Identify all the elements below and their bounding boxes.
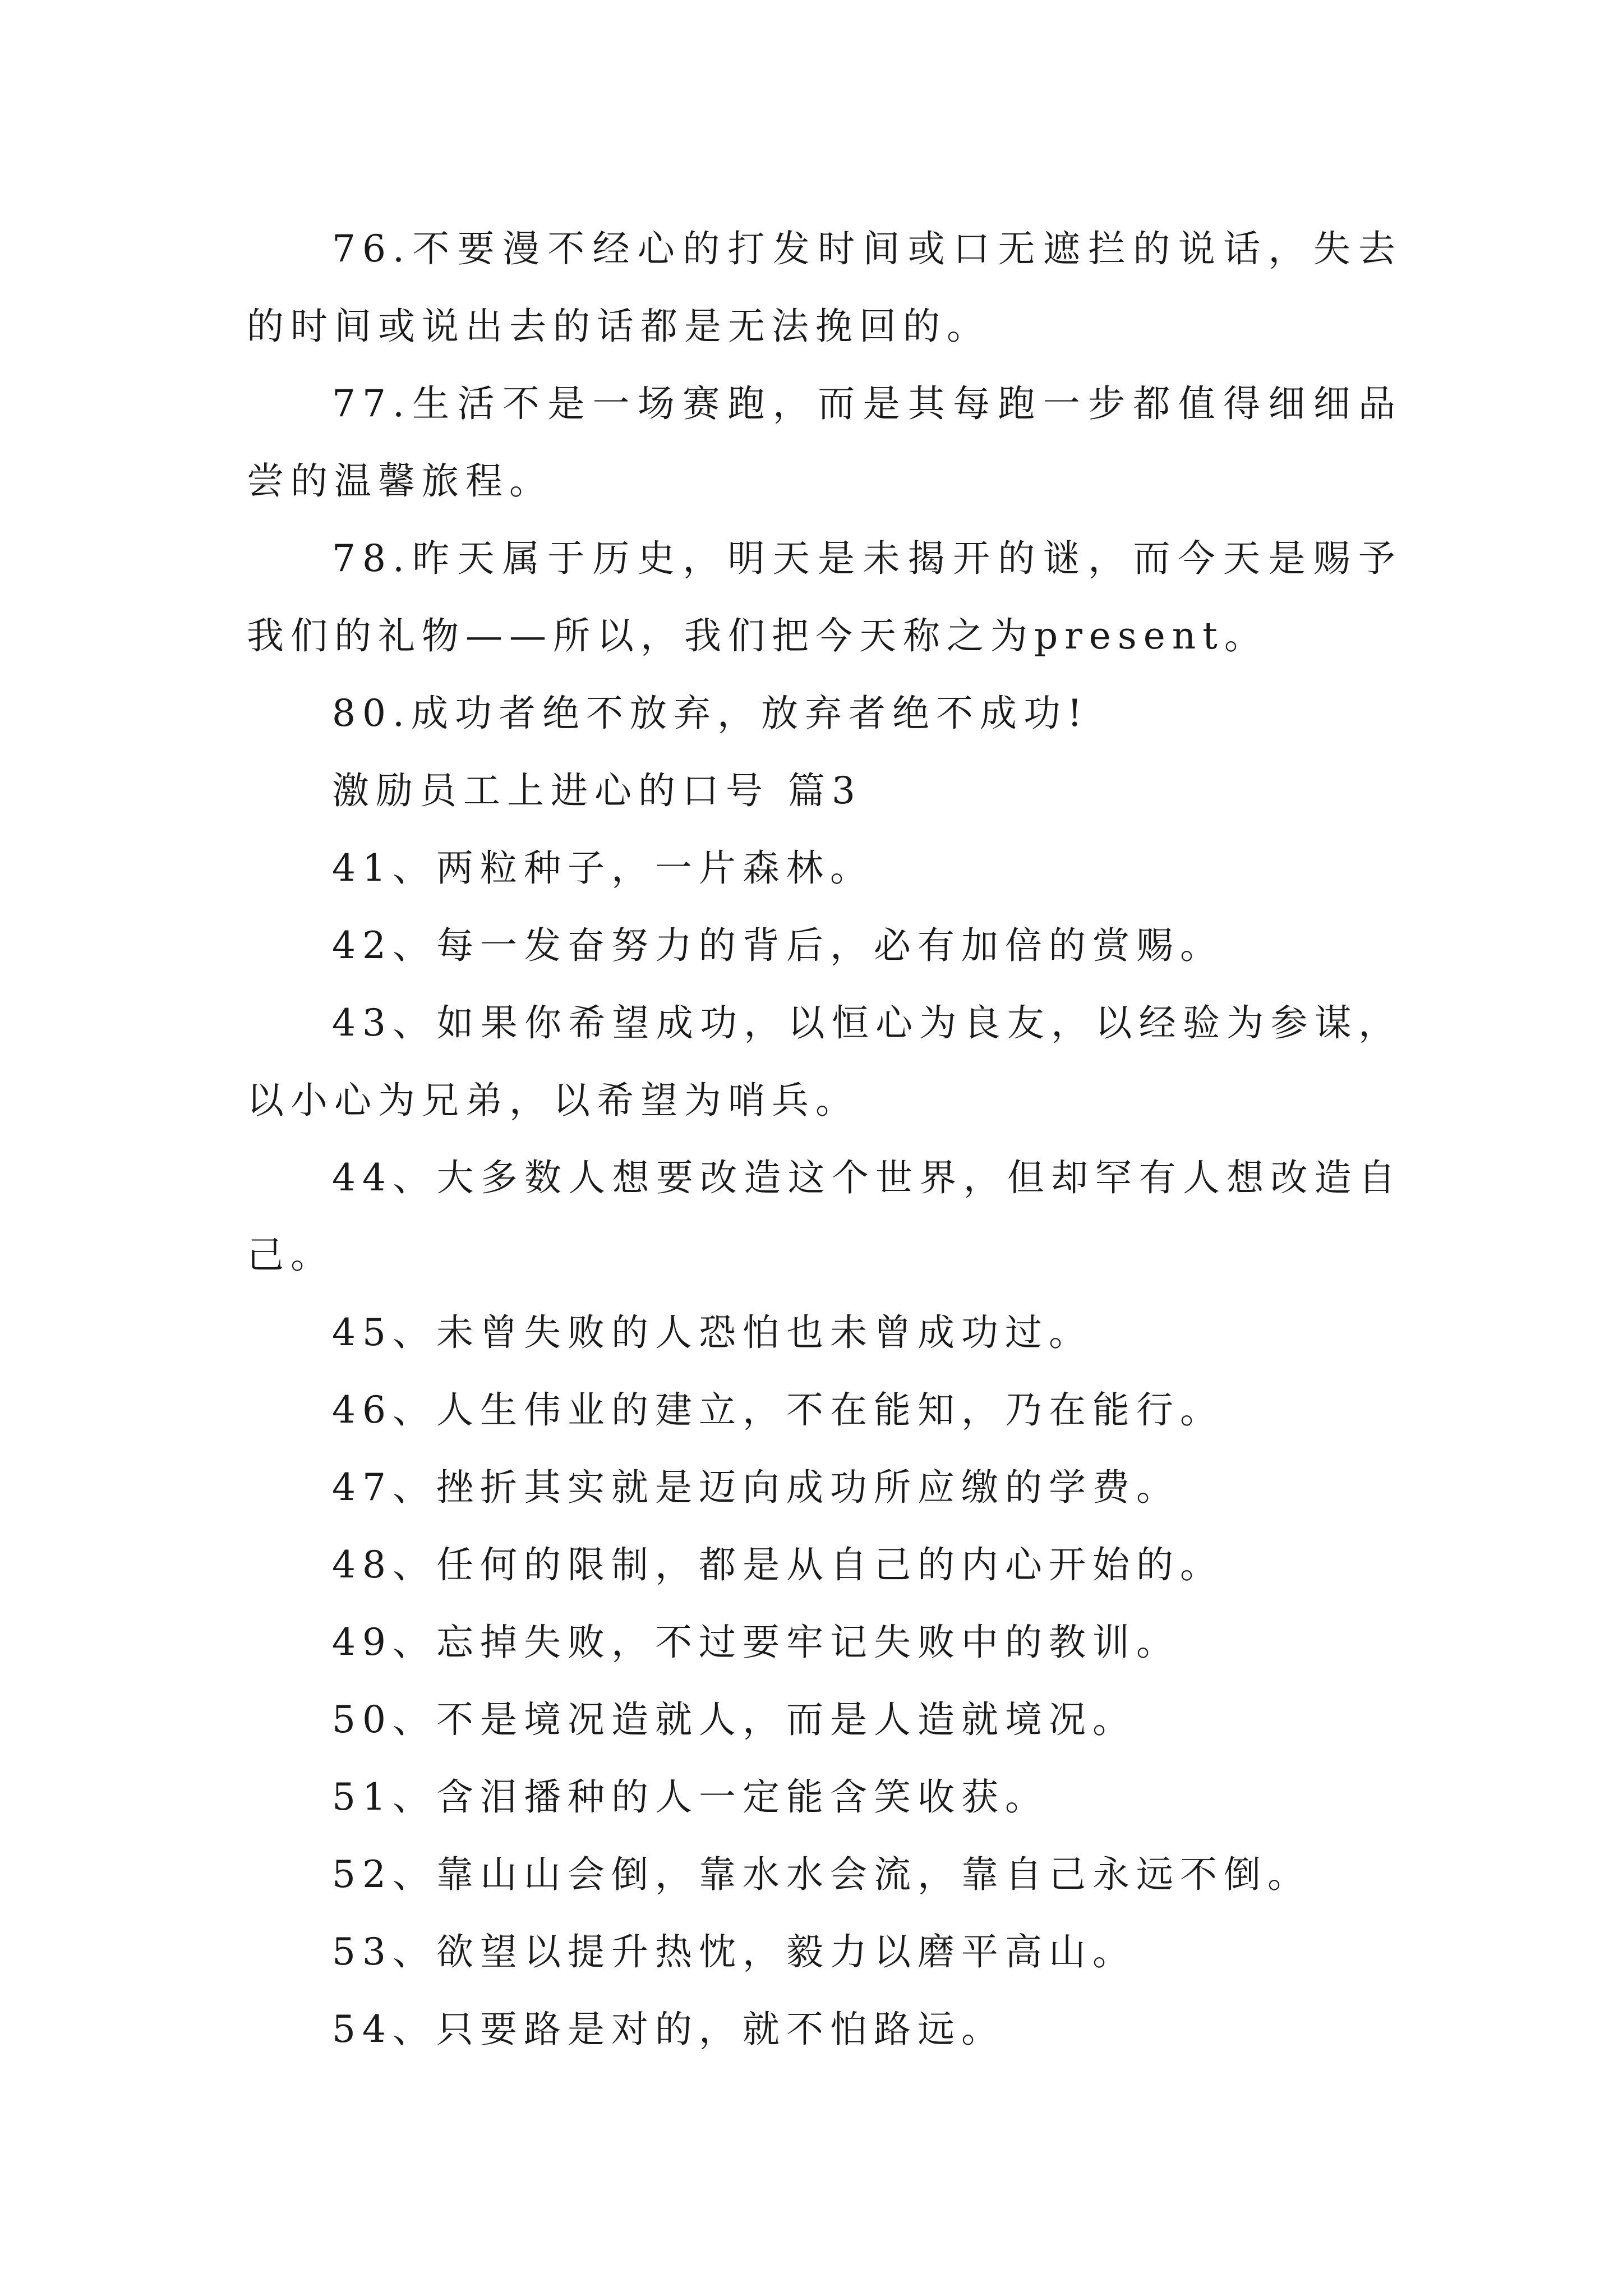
paragraph-42: 42、每一发奋努力的背后，必有加倍的赏赐。 (332, 924, 1224, 967)
paragraph-77: 77.生活不是一场赛跑，而是其每跑一步都值得细细品尝的温馨旅程。 (247, 382, 1402, 503)
paragraph-51: 51、含泪播种的人一定能含笑收获。 (332, 1775, 1049, 1819)
paragraph-52: 52、靠山山会倒，靠水水会流，靠自己永远不倒。 (332, 1853, 1311, 1896)
paragraph-41: 41、两粒种子，一片森林。 (332, 846, 874, 890)
paragraph-48: 48、任何的限制，都是从自己的内心开始的。 (332, 1543, 1224, 1586)
paragraph-78: 78.昨天属于历史，明天是未揭开的谜，而今天是赐予我们的礼物——所以，我们把今天称之为present。 (247, 537, 1402, 657)
paragraph-54: 54、只要路是对的，就不怕路远。 (332, 2008, 1005, 2051)
paragraph-53: 53、欲望以提升热忱，毅力以磨平高山。 (332, 1930, 1136, 1973)
paragraph-49: 49、忘掉失败，不过要牢记失败中的教训。 (332, 1621, 1180, 1664)
paragraph-44: 44、大多数人想要改造这个世界，但却罕有人想改造自己。 (247, 1156, 1402, 1277)
paragraph-46: 46、人生伟业的建立，不在能知，乃在能行。 (332, 1388, 1224, 1432)
document-body (247, 210, 1402, 2068)
paragraph-50: 50、不是境况造就人，而是人造就境况。 (332, 1698, 1136, 1741)
paragraph-45: 45、未曾失败的人恐怕也未曾成功过。 (332, 1311, 1092, 1354)
paragraph-80: 80.成功者绝不放弃，放弃者绝不成功! (332, 692, 1089, 735)
paragraph-43: 43、如果你希望成功，以恒心为良友，以经验为参谋，以小心为兄弟，以希望为哨兵。 (247, 1001, 1402, 1122)
paragraph-47: 47、挫折其实就是迈向成功所应缴的学费。 (332, 1466, 1180, 1509)
paragraph-76: 76.不要漫不经心的打发时间或口无遮拦的说话，失去的时间或说出去的话都是无法挽回的。 (247, 227, 1402, 348)
section-heading: 激励员工上进心的口号 篇3 (332, 769, 862, 812)
